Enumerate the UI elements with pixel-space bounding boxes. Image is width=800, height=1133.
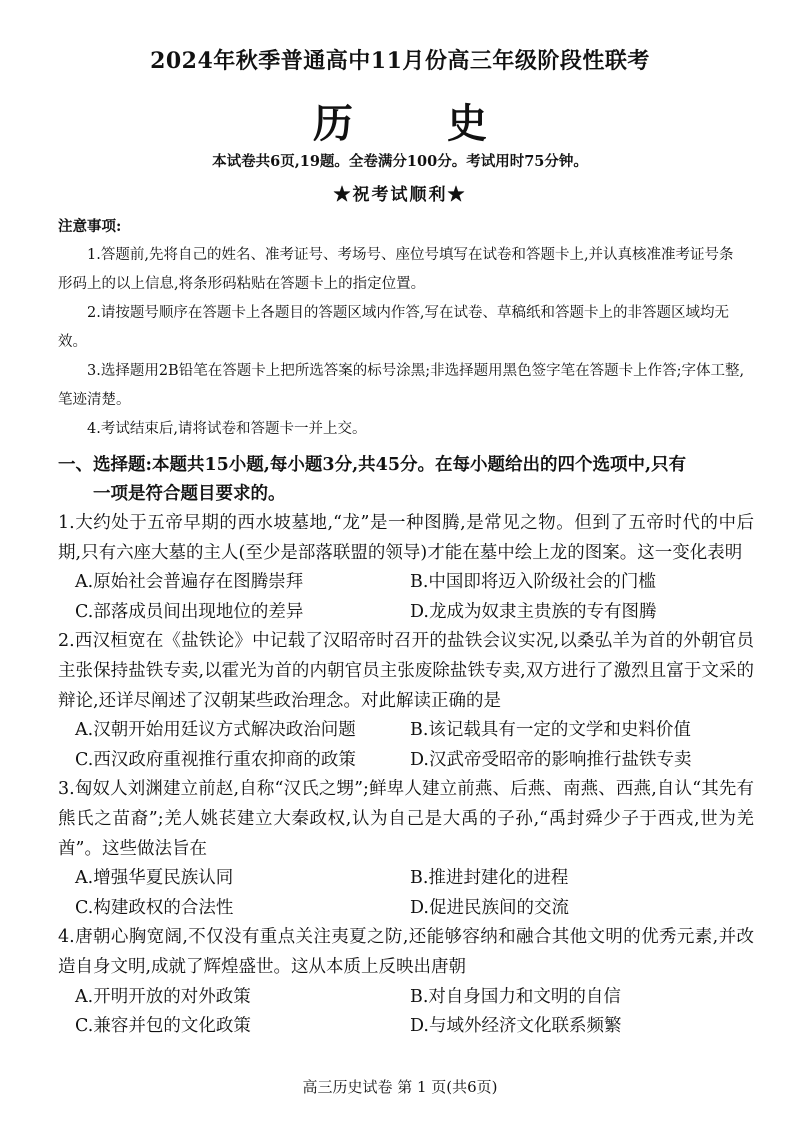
question-list: [58, 509, 754, 1042]
note-item-3: 3.选择题用2B铅笔在答题卡上把所选答案的标号涂黑;非选择题用黑色签字笔在答题卡上作答;字体工整,笔迹清楚。: [58, 363, 745, 408]
option-c: C.部落成员间出现地位的差异: [75, 601, 304, 622]
option-grid: [58, 864, 754, 923]
option-d: D.与域外经济文化联系频繁: [410, 1016, 622, 1037]
note-item-1: 1.答题前,先将自己的姓名、准考证号、考场号、座位号填写在试卷和答题卡上,并认真核准准考证号条形码上的以上信息,将条形码粘贴在答题卡上的指定位置。: [58, 247, 734, 292]
question-stem: 3.匈奴人刘渊建立前赵,自称“汉氏之甥”;鲜卑人建立前燕、后燕、南燕、西燕,自认“其先有熊氏之苗裔”;羌人姚苌建立大秦政权,认为自己是大禹的子孙,“禹封舜少子于西戎,世为羌酋”。这些做法旨在: [58, 779, 754, 859]
question-stem: 1.大约处于五帝早期的西水坡墓地,“龙”是一种图腾,是常见之物。但到了五帝时代的中后期,只有六座大墓的主人(至少是部落联盟的领导)才能在墓中绘上龙的图案。这一变化表明: [58, 513, 754, 563]
exam-title: 2024年秋季普通高中11月份高三年级阶段性联考: [150, 48, 650, 74]
option-b: B.该记载具有一定的文学和史料价值: [410, 720, 691, 741]
notes-heading: 注意事项:: [58, 218, 122, 235]
exam-info: 本试卷共6页,19题。全卷满分100分。考试用时75分钟。: [212, 153, 588, 170]
option-d: D.汉武帝受昭帝的影响推行盐铁专卖: [410, 749, 692, 770]
option-a: A.汉朝开始用廷议方式解决政治问题: [75, 720, 356, 741]
note-item-4: 4.考试结束后,请将试卷和答题卡一并上交。: [87, 421, 367, 437]
option-grid: [58, 983, 754, 1042]
question-2: [58, 627, 754, 775]
question-stem: 2.西汉桓宽在《盐铁论》中记载了汉昭帝时召开的盐铁会议实况,以桑弘羊为首的外朝官员主张保持盐铁专卖,以霍光为首的内朝官员主张废除盐铁专卖,双方进行了激烈且富于文采的辩论,还详尽阐述了汉朝某些政治理念。对此解读正确的是: [58, 631, 754, 711]
option-c: C.兼容并包的文化政策: [75, 1016, 251, 1037]
option-b: B.推进封建化的进程: [410, 868, 569, 889]
option-a: A.增强华夏民族认同: [75, 868, 234, 889]
option-a: A.开明开放的对外政策: [75, 986, 251, 1007]
option-grid: [58, 568, 754, 627]
blessing-line: ★祝考试顺利★: [333, 185, 467, 205]
question-1: [58, 509, 754, 627]
option-a: A.原始社会普遍存在图腾崇拜: [75, 572, 304, 593]
page-footer: 高三历史试卷 第 1 页(共6页): [302, 1078, 498, 1096]
option-b: B.对自身国力和文明的自信: [410, 986, 621, 1007]
section-heading-line1: 一、选择题:本题共15小题,每小题3分,共45分。在每小题给出的四个选项中,只有: [58, 455, 687, 475]
option-c: C.构建政权的合法性: [75, 897, 234, 918]
question-3: [58, 775, 754, 923]
option-d: D.促进民族间的交流: [410, 897, 569, 918]
question-stem: 4.唐朝心胸宽阔,不仅没有重点关注夷夏之防,还能够容纳和融合其他文明的优秀元素,并改造自身文明,成就了辉煌盛世。这从本质上反映出唐朝: [58, 927, 754, 977]
subject-title: 历 史: [313, 100, 527, 147]
notes-block: [58, 212, 748, 444]
option-c: C.西汉政府重视推行重农抑商的政策: [75, 749, 356, 770]
section-heading-line2: 一项是符合题目要求的。: [93, 484, 286, 504]
section-choice: [58, 451, 754, 509]
section-heading: [58, 451, 754, 509]
option-d: D.龙成为奴隶主贵族的专有图腾: [410, 601, 657, 622]
question-4: [58, 923, 754, 1041]
option-grid: [58, 716, 754, 775]
note-item-2: 2.请按题号顺序在答题卡上各题目的答题区域内作答,写在试卷、草稿纸和答题卡上的非答题区域均无效。: [58, 305, 729, 350]
option-b: B.中国即将迈入阶级社会的门槛: [410, 572, 656, 593]
